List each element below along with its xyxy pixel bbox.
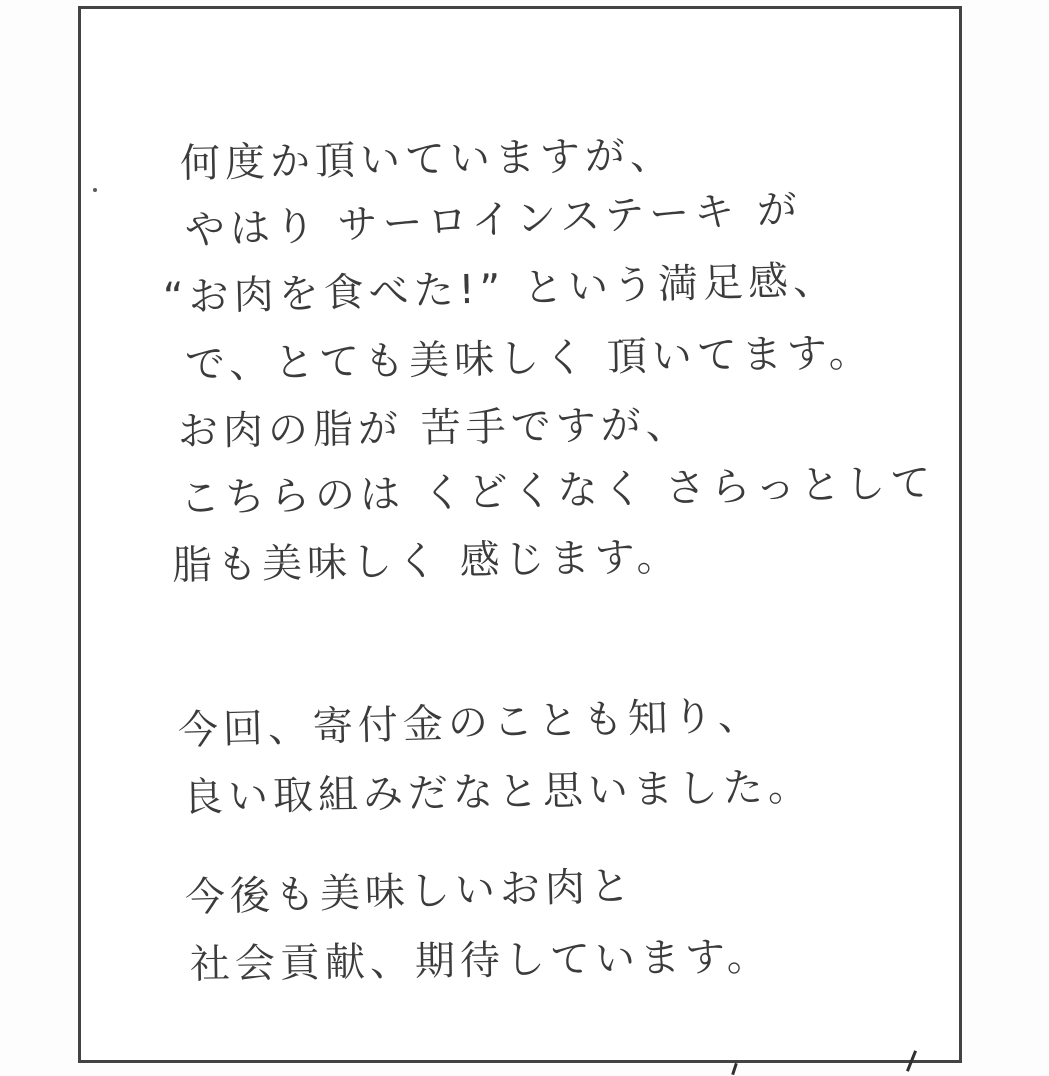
handwritten-line: “お肉を食べた!” という満足感、 (162, 257, 839, 321)
handwritten-line: で、とても美味しく 頂いてます。 (184, 329, 875, 388)
handwritten-line: お肉の脂が 苦手ですが、 (177, 401, 691, 455)
handwritten-line: 今後も美味しいお肉と (184, 863, 636, 921)
note-frame (78, 6, 962, 1063)
handwritten-line: 社会貢献、期待しています。 (189, 933, 773, 988)
paragraph-donation-feedback (81, 692, 959, 832)
handwritten-line: こちらのは くどくなく さらっとして (179, 460, 936, 522)
handwritten-line: やはり サーロインステーキ が (184, 186, 803, 254)
paragraph-taste-feedback (81, 131, 959, 600)
handwritten-line: 脂も美味しく 感じます。 (171, 534, 682, 589)
handwritten-line: 今回、寄付金のことも知り、 (177, 692, 764, 754)
ink-speck (93, 188, 97, 192)
paragraph-closing (81, 865, 959, 999)
stray-pen-mark (731, 1063, 738, 1075)
handwritten-line: 何度か頂いていますが、 (179, 132, 676, 187)
handwritten-line: 良い取組みだなと思いました。 (182, 764, 814, 821)
